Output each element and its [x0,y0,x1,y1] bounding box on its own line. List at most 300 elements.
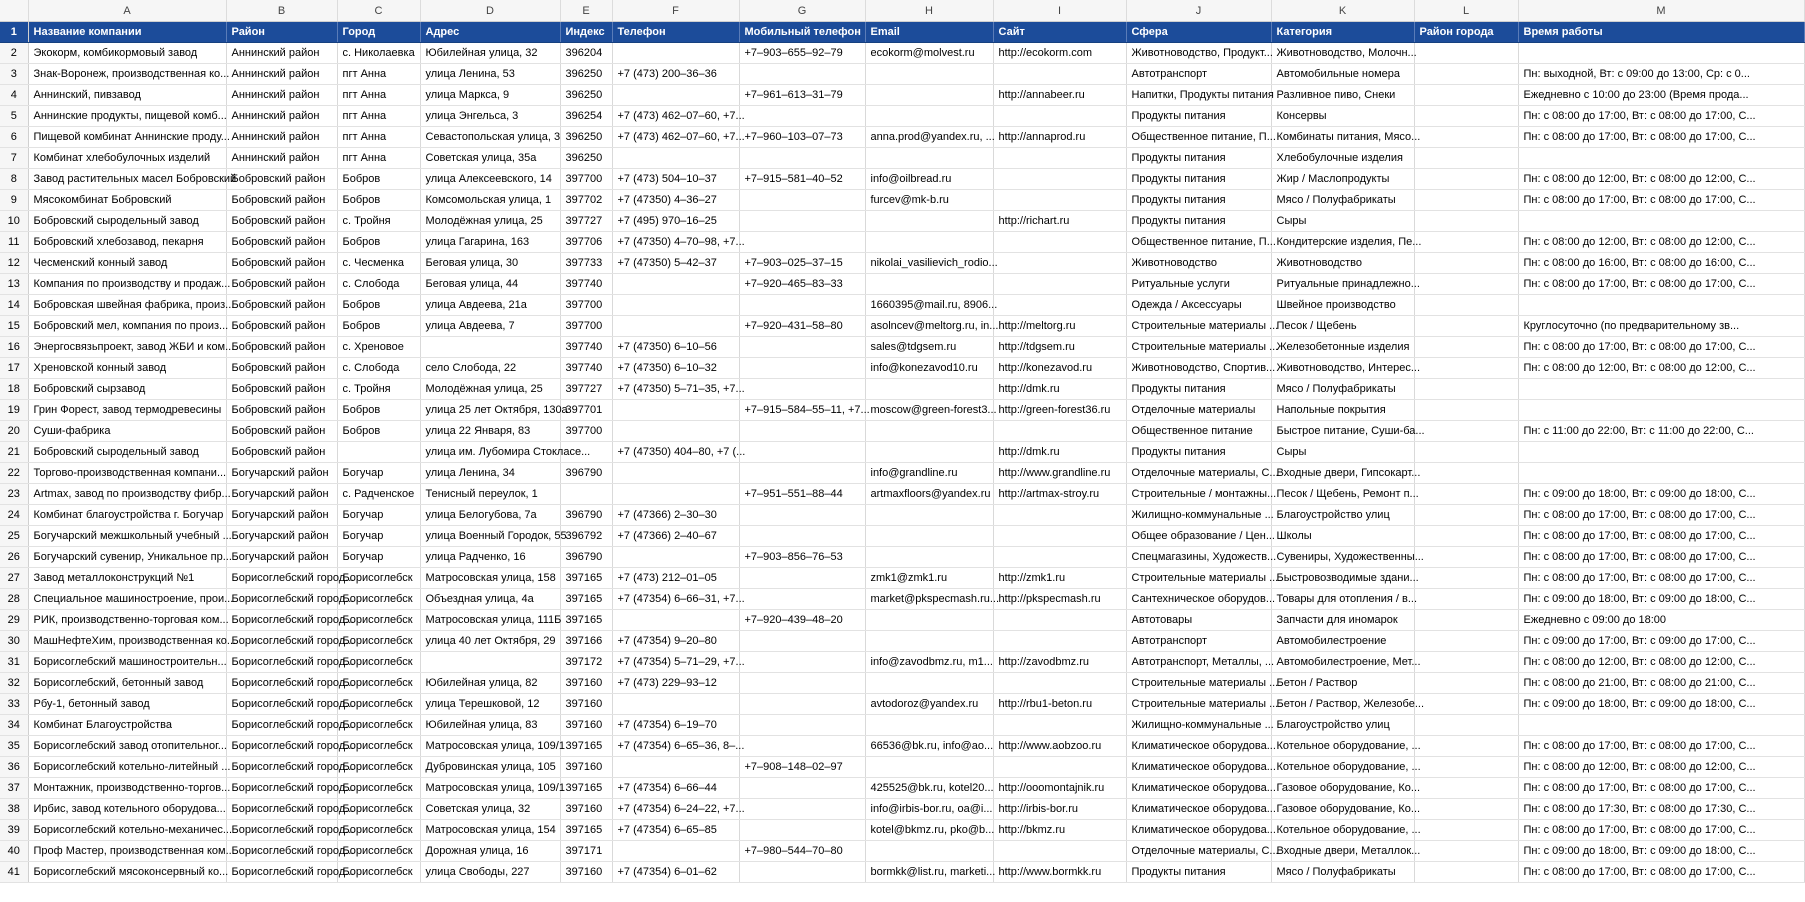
cell[interactable]: Бобровский район [226,211,337,232]
cell[interactable]: Пн: с 08:00 до 17:00, Вт: с 08:00 до 17:00, С... [1518,190,1804,211]
cell[interactable] [1414,337,1518,358]
cell[interactable] [865,631,993,652]
cell[interactable]: 396204 [560,43,612,64]
cell[interactable]: Пн: с 11:00 до 22:00, Вт: с 11:00 до 22:00, С... [1518,421,1804,442]
cell[interactable] [739,673,865,694]
cell[interactable]: 396250 [560,64,612,85]
cell[interactable]: Борисоглебский мясоконсервный ко... [28,862,226,883]
cell[interactable] [612,148,739,169]
cell[interactable] [612,610,739,631]
cell[interactable]: +7 (47350) 4‒36‒27 [612,190,739,211]
cell[interactable]: +7 (47350) 6‒10‒32 [612,358,739,379]
cell[interactable] [739,526,865,547]
cell[interactable] [420,337,560,358]
cell[interactable]: Бобров [337,421,420,442]
cell[interactable]: Сыры [1271,442,1414,463]
cell[interactable] [1414,505,1518,526]
cell[interactable] [1518,715,1804,736]
cell[interactable] [1414,400,1518,421]
cell[interactable]: Животноводство, Интерес... [1271,358,1414,379]
cell[interactable]: Борисоглебск [337,631,420,652]
cell[interactable]: улица 22 Января, 83 [420,421,560,442]
row-number[interactable]: 34 [0,715,28,736]
cell[interactable]: +7 (47350) 404‒80, +7 (... [612,442,739,463]
cell[interactable] [1518,400,1804,421]
cell[interactable] [1414,232,1518,253]
cell[interactable]: Борисоглебск [337,820,420,841]
cell[interactable]: +7‒961‒613‒31‒79 [739,85,865,106]
cell[interactable]: Бобров [337,316,420,337]
cell[interactable] [865,232,993,253]
cell[interactable] [612,694,739,715]
cell[interactable]: Автомобильные номера [1271,64,1414,85]
cell[interactable]: http://ecokorm.com [993,43,1126,64]
cell[interactable]: +7‒951‒551‒88‒44 [739,484,865,505]
column-letter-m[interactable]: M [1518,0,1804,22]
cell[interactable]: Борисоглебск [337,862,420,883]
cell[interactable]: Кондитерские изделия, Пе... [1271,232,1414,253]
cell[interactable]: Бобровский район [226,337,337,358]
cell[interactable]: Борисоглебск [337,736,420,757]
cell[interactable]: 397165 [560,589,612,610]
cell[interactable]: 397706 [560,232,612,253]
cell[interactable]: Борисоглебский город... [226,589,337,610]
row-number[interactable]: 39 [0,820,28,841]
cell[interactable]: Борисоглебский город... [226,736,337,757]
cell[interactable]: info@oilbread.ru [865,169,993,190]
cell[interactable]: Жир / Маслопродукты [1271,169,1414,190]
cell[interactable]: +7‒960‒103‒07‒73 [739,127,865,148]
cell[interactable]: Мясо / Полуфабрикаты [1271,862,1414,883]
column-letter-b[interactable]: B [226,0,337,22]
cell[interactable] [993,169,1126,190]
cell[interactable]: Пн: с 09:00 до 18:00, Вт: с 09:00 до 18:00, С... [1518,589,1804,610]
cell[interactable]: info@konezavod10.ru [865,358,993,379]
cell[interactable]: Пн: с 08:00 до 17:00, Вт: с 08:00 до 17:00, С... [1518,568,1804,589]
cell[interactable]: Пн: с 08:00 до 12:00, Вт: с 08:00 до 12:00, С... [1518,232,1804,253]
cell[interactable]: Климатическое оборудова... [1126,757,1271,778]
cell[interactable]: Борисоглебск [337,799,420,820]
cell[interactable]: Животноводство, Спортив... [1126,358,1271,379]
cell[interactable]: 397700 [560,316,612,337]
cell[interactable] [1414,274,1518,295]
cell[interactable]: Молодёжная улица, 25 [420,211,560,232]
cell[interactable]: +7‒920‒465‒83‒33 [739,274,865,295]
cell[interactable]: Аннинский район [226,106,337,127]
cell[interactable]: Школы [1271,526,1414,547]
row-number[interactable]: 40 [0,841,28,862]
cell[interactable]: Товары для отопления / в... [1271,589,1414,610]
cell[interactable] [739,295,865,316]
cell[interactable]: улица Свободы, 227 [420,862,560,883]
cell[interactable]: Строительные материалы ... [1126,316,1271,337]
cell[interactable] [993,421,1126,442]
cell[interactable] [1518,43,1804,64]
cell[interactable]: http://dmk.ru [993,442,1126,463]
cell[interactable]: Продукты питания [1126,862,1271,883]
cell[interactable]: +7 (47350) 5‒71‒35, +7... [612,379,739,400]
cell[interactable]: 397165 [560,610,612,631]
cell[interactable] [612,463,739,484]
cell[interactable]: с. Тройня [337,211,420,232]
cell[interactable]: Борисоглебский город... [226,778,337,799]
cell[interactable]: +7 (47354) 6‒66‒44 [612,778,739,799]
cell[interactable] [612,400,739,421]
cell[interactable] [1518,295,1804,316]
cell[interactable] [739,442,865,463]
cell[interactable]: Бобровский район [226,358,337,379]
cell[interactable] [1414,379,1518,400]
cell[interactable] [993,295,1126,316]
cell[interactable]: 397172 [560,652,612,673]
cell[interactable]: Богучарский район [226,526,337,547]
cell[interactable]: Дубровинская улица, 105 [420,757,560,778]
cell[interactable] [993,505,1126,526]
cell[interactable] [993,274,1126,295]
cell[interactable]: info@zavodbmz.ru, m1... [865,652,993,673]
cell[interactable]: Богучарский сувенир, Уникальное пр... [28,547,226,568]
cell[interactable]: Ежедневно с 09:00 до 18:00 [1518,610,1804,631]
cell[interactable]: Ежедневно с 10:00 до 23:00 (Время прода... [1518,85,1804,106]
row-number[interactable]: 17 [0,358,28,379]
cell[interactable] [739,505,865,526]
cell[interactable]: Напольные покрытия [1271,400,1414,421]
cell[interactable] [865,526,993,547]
cell[interactable]: Борисоглебский город... [226,631,337,652]
row-number[interactable]: 38 [0,799,28,820]
cell[interactable]: http://annaprod.ru [993,127,1126,148]
cell[interactable] [865,106,993,127]
cell[interactable] [612,484,739,505]
cell[interactable]: Пн: с 08:00 до 17:00, Вт: с 08:00 до 17:00, С... [1518,106,1804,127]
cell[interactable]: http://pkspecmash.ru [993,589,1126,610]
cell[interactable] [1414,85,1518,106]
cell[interactable]: Продукты питания [1126,211,1271,232]
cell[interactable]: Строительные / монтажны... [1126,484,1271,505]
cell[interactable]: http://meltorg.ru [993,316,1126,337]
cell[interactable]: http://www.aobzoo.ru [993,736,1126,757]
cell[interactable]: 397165 [560,820,612,841]
row-number[interactable]: 36 [0,757,28,778]
cell[interactable]: Бобровский район [226,400,337,421]
cell[interactable] [1414,190,1518,211]
cell[interactable]: +7 (495) 970‒16‒25 [612,211,739,232]
cell[interactable]: +7 (473) 504‒10‒37 [612,169,739,190]
row-number[interactable]: 26 [0,547,28,568]
cell[interactable]: РИК, производственно-торговая ком... [28,610,226,631]
cell[interactable] [1414,148,1518,169]
cell[interactable] [1414,736,1518,757]
cell[interactable] [1518,442,1804,463]
cell[interactable]: Бобровский район [226,379,337,400]
cell[interactable]: 397700 [560,421,612,442]
cell[interactable]: Железобетонные изделия [1271,337,1414,358]
cell[interactable]: Автотранспорт [1126,631,1271,652]
header-cell[interactable]: Email [865,22,993,43]
cell[interactable]: moscow@green-forest3... [865,400,993,421]
cell[interactable]: Животноводство, Молочн... [1271,43,1414,64]
cell[interactable]: Борисоглебск [337,652,420,673]
cell[interactable]: Комбинат Благоустройства [28,715,226,736]
cell[interactable] [1414,589,1518,610]
cell[interactable]: Хреновской конный завод [28,358,226,379]
cell[interactable] [612,85,739,106]
cell[interactable]: 397740 [560,358,612,379]
cell[interactable]: 397171 [560,841,612,862]
cell[interactable]: Песок / Щебень, Ремонт п... [1271,484,1414,505]
cell[interactable]: http://www.grandline.ru [993,463,1126,484]
header-cell[interactable]: Название компании [28,22,226,43]
cell[interactable]: 396250 [560,85,612,106]
cell[interactable]: Жилищно-коммунальные ... [1126,505,1271,526]
cell[interactable]: Климатическое оборудова... [1126,799,1271,820]
row-number[interactable]: 37 [0,778,28,799]
header-cell[interactable]: Район города [1414,22,1518,43]
cell[interactable]: Бобровский район [226,169,337,190]
cell[interactable]: +7‒915‒584‒55‒11, +7... [739,400,865,421]
header-cell[interactable]: Сайт [993,22,1126,43]
cell[interactable]: Пн: с 08:00 до 16:00, Вт: с 08:00 до 16:00, С... [1518,253,1804,274]
row-number[interactable]: 31 [0,652,28,673]
row-number[interactable]: 35 [0,736,28,757]
header-cell[interactable]: Время работы [1518,22,1804,43]
cell[interactable] [612,274,739,295]
cell[interactable]: 396790 [560,463,612,484]
cell[interactable]: Бобровский район [226,190,337,211]
cell[interactable]: Богучарский район [226,547,337,568]
cell[interactable]: Богучарский межшкольный учебный ... [28,526,226,547]
cell[interactable]: Газовое оборудование, Ко... [1271,799,1414,820]
cell[interactable]: +7‒903‒856‒76‒53 [739,547,865,568]
cell[interactable]: Беговая улица, 30 [420,253,560,274]
cell[interactable]: Бобровский район [226,232,337,253]
header-cell[interactable]: Адрес [420,22,560,43]
cell[interactable]: +7‒920‒431‒58‒80 [739,316,865,337]
row-number[interactable]: 5 [0,106,28,127]
cell[interactable]: улица Радченко, 16 [420,547,560,568]
cell[interactable] [612,316,739,337]
cell[interactable]: http://konezavod.ru [993,358,1126,379]
cell[interactable] [993,757,1126,778]
cell[interactable]: Комсомольская улица, 1 [420,190,560,211]
cell[interactable]: +7 (473) 229‒93‒12 [612,673,739,694]
cell[interactable]: +7 (473) 462‒07‒60, +7... [612,106,739,127]
cell[interactable]: Грин Форест, завод термодревесины [28,400,226,421]
cell[interactable]: Ритуальные принадлежно... [1271,274,1414,295]
cell[interactable]: Завод растительных масел Бобровский [28,169,226,190]
cell[interactable] [865,841,993,862]
cell[interactable]: Продукты питания [1126,190,1271,211]
cell[interactable] [865,85,993,106]
cell[interactable]: пгт Анна [337,148,420,169]
cell[interactable]: +7 (47350) 4‒70‒98, +7... [612,232,739,253]
cell[interactable]: Животноводство [1271,253,1414,274]
cell[interactable]: Комбинаты питания, Мясо... [1271,127,1414,148]
cell[interactable] [1414,757,1518,778]
cell[interactable]: http://annabeer.ru [993,85,1126,106]
cell[interactable] [612,43,739,64]
cell[interactable]: Газовое оборудование, Ко... [1271,778,1414,799]
cell[interactable]: +7 (473) 212‒01‒05 [612,568,739,589]
cell[interactable]: Строительные материалы ... [1126,568,1271,589]
column-letter-h[interactable]: H [865,0,993,22]
cell[interactable]: Борисоглебский город... [226,610,337,631]
row-number[interactable]: 15 [0,316,28,337]
cell[interactable]: Пн: с 09:00 до 17:00, Вт: с 09:00 до 17:00, С... [1518,631,1804,652]
cell[interactable] [1518,211,1804,232]
cell[interactable]: Борисоглебск [337,715,420,736]
cell[interactable]: село Слобода, 22 [420,358,560,379]
cell[interactable]: пгт Анна [337,106,420,127]
cell[interactable]: +7 (47350) 6‒10‒56 [612,337,739,358]
cell[interactable]: Бобровский мел, компания по произ... [28,316,226,337]
cell[interactable]: 397160 [560,694,612,715]
cell[interactable]: Борисоглебский город... [226,862,337,883]
row-number[interactable]: 4 [0,85,28,106]
cell[interactable] [739,148,865,169]
cell[interactable]: Борисоглебск [337,841,420,862]
cell[interactable]: Пн: с 08:00 до 17:00, Вт: с 08:00 до 17:00, С... [1518,736,1804,757]
cell[interactable] [865,715,993,736]
cell[interactable]: Пищевой комбинат Аннинские проду... [28,127,226,148]
cell[interactable]: Бобров [337,169,420,190]
cell[interactable]: Сувениры, Художественны... [1271,547,1414,568]
cell[interactable]: Борисоглебский город... [226,652,337,673]
cell[interactable]: http://zmk1.ru [993,568,1126,589]
cell[interactable]: улица Белогубова, 7а [420,505,560,526]
cell[interactable]: Матросовская улица, 109/1 [420,736,560,757]
cell[interactable]: +7 (473) 200‒36‒36 [612,64,739,85]
cell[interactable]: Аннинский район [226,127,337,148]
cell[interactable]: Пн: с 09:00 до 18:00, Вт: с 09:00 до 18:00, С... [1518,694,1804,715]
cell[interactable]: Отделочные материалы [1126,400,1271,421]
cell[interactable]: http://rbu1-beton.ru [993,694,1126,715]
cell[interactable]: +7‒915‒581‒40‒52 [739,169,865,190]
row-number[interactable]: 14 [0,295,28,316]
cell[interactable]: Аннинский район [226,64,337,85]
cell[interactable]: 397740 [560,337,612,358]
cell[interactable]: 397700 [560,295,612,316]
cell[interactable] [1414,610,1518,631]
cell[interactable]: Бобров [337,232,420,253]
cell[interactable]: avtodoroz@yandex.ru [865,694,993,715]
cell[interactable]: Пн: выходной, Вт: с 09:00 до 13:00, Ср: с 0... [1518,64,1804,85]
cell[interactable]: Проф Мастер, производственная ком... [28,841,226,862]
cell[interactable]: Животноводство [1126,253,1271,274]
cell[interactable]: улица Авдеева, 21а [420,295,560,316]
cell[interactable]: Молодёжная улица, 25 [420,379,560,400]
cell[interactable]: http://dmk.ru [993,379,1126,400]
cell[interactable]: Монтажник, производственно-торгов... [28,778,226,799]
cell[interactable] [993,841,1126,862]
cell[interactable]: улица Гагарина, 163 [420,232,560,253]
cell[interactable]: Советская улица, 32 [420,799,560,820]
cell[interactable]: furcev@mk-b.ru [865,190,993,211]
cell[interactable]: +7 (47366) 2‒30‒30 [612,505,739,526]
cell[interactable]: Спецмагазины, Художеств... [1126,547,1271,568]
cell[interactable]: http://tdgsem.ru [993,337,1126,358]
cell[interactable]: Борисоглебский город... [226,820,337,841]
cell[interactable]: Борисоглебский котельно-литейный ... [28,757,226,778]
column-letter-k[interactable]: K [1271,0,1414,22]
cell[interactable] [739,358,865,379]
cell[interactable]: Бобровский район [226,421,337,442]
cell[interactable] [1414,127,1518,148]
cell[interactable]: +7 (47354) 6‒65‒36, 8‒... [612,736,739,757]
cell[interactable] [739,862,865,883]
cell[interactable]: Богучар [337,526,420,547]
cell[interactable] [1518,463,1804,484]
cell[interactable]: Бобровский сыродельный завод [28,211,226,232]
cell[interactable]: с. Тройня [337,379,420,400]
cell[interactable]: Бобровский сыродельный завод [28,442,226,463]
cell[interactable]: 397160 [560,799,612,820]
cell[interactable] [739,64,865,85]
cell[interactable]: 396254 [560,106,612,127]
cell[interactable]: Ирбис, завод котельного оборудова... [28,799,226,820]
cell[interactable]: +7 (47354) 6‒01‒62 [612,862,739,883]
cell[interactable]: Artmax, завод по производству фибр... [28,484,226,505]
row-number[interactable]: 20 [0,421,28,442]
cell[interactable]: Пн: с 08:00 до 17:00, Вт: с 08:00 до 17:00, С... [1518,127,1804,148]
cell[interactable]: Пн: с 08:00 до 12:00, Вт: с 08:00 до 12:00, С... [1518,652,1804,673]
cell[interactable] [865,610,993,631]
row-number[interactable]: 32 [0,673,28,694]
cell[interactable]: 397727 [560,379,612,400]
row-number[interactable]: 6 [0,127,28,148]
row-number[interactable]: 41 [0,862,28,883]
cell[interactable]: Борисоглебский город... [226,799,337,820]
cell[interactable]: 397733 [560,253,612,274]
cell[interactable] [865,757,993,778]
cell[interactable] [739,232,865,253]
cell[interactable]: улица 40 лет Октября, 29 [420,631,560,652]
row-number[interactable]: 8 [0,169,28,190]
cell[interactable]: Комбинат хлебобулочных изделий [28,148,226,169]
cell[interactable] [1414,169,1518,190]
cell[interactable]: Матросовская улица, 154 [420,820,560,841]
cell[interactable]: Входные двери, Металлок... [1271,841,1414,862]
cell[interactable]: Быстровозводимые здани... [1271,568,1414,589]
cell[interactable]: Консервы [1271,106,1414,127]
row-number[interactable]: 2 [0,43,28,64]
cell[interactable]: пгт Анна [337,64,420,85]
cell[interactable]: Продукты питания [1126,442,1271,463]
cell[interactable]: Автомобилестроение [1271,631,1414,652]
cell[interactable]: +7 (47354) 6‒24‒22, +7... [612,799,739,820]
cell[interactable]: Борисоглебский город... [226,694,337,715]
cell[interactable]: Жилищно-коммунальные ... [1126,715,1271,736]
cell[interactable]: 396250 [560,148,612,169]
header-cell[interactable]: Сфера [1126,22,1271,43]
cell[interactable]: Климатическое оборудова... [1126,820,1271,841]
cell[interactable] [739,211,865,232]
cell[interactable]: http://zavodbmz.ru [993,652,1126,673]
cell[interactable] [865,442,993,463]
cell[interactable]: 396250 [560,127,612,148]
cell[interactable] [865,547,993,568]
row-number[interactable]: 11 [0,232,28,253]
cell[interactable]: Бобровская швейная фабрика, произ... [28,295,226,316]
cell[interactable]: Борисоглебский город... [226,715,337,736]
cell[interactable] [739,463,865,484]
cell[interactable]: Пн: с 08:00 до 17:00, Вт: с 08:00 до 17:00, С... [1518,526,1804,547]
cell[interactable]: http://www.bormkk.ru [993,862,1126,883]
cell[interactable]: Мясокомбинат Бобровский [28,190,226,211]
cell[interactable]: Матросовская улица, 109/1 [420,778,560,799]
cell[interactable] [993,526,1126,547]
cell[interactable]: Общественное питание, П... [1126,127,1271,148]
